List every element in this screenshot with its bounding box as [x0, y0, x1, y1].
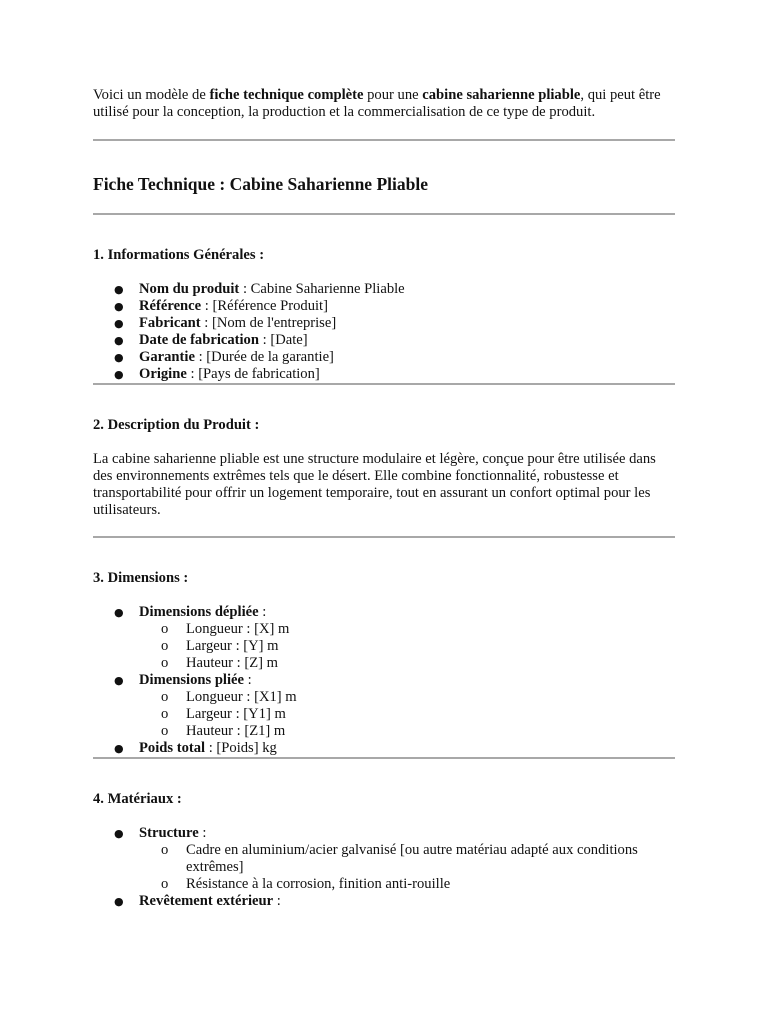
bullet-icon: ●: [114, 606, 124, 619]
item-suffix: :: [258, 604, 267, 620]
circle-bullet-icon: o: [161, 638, 169, 654]
bullet-icon: ●: [114, 368, 124, 381]
bullet-icon: ●: [114, 317, 124, 330]
bullet-icon: ●: [114, 674, 124, 687]
item-value: : [Durée de la garantie]: [194, 349, 334, 365]
list-item: [93, 332, 675, 349]
list-item: [93, 281, 675, 298]
bullet-icon: ●: [114, 742, 124, 755]
sub-list-item: [93, 876, 675, 893]
item-label: Dimensions pliée: [139, 672, 244, 688]
item-value: : [Référence Produit]: [201, 298, 328, 314]
section-1-heading: 1. Informations Générales :: [93, 247, 265, 263]
sub-item-text: Hauteur : [Z1] m: [186, 723, 286, 739]
divider: [93, 139, 675, 141]
divider: [93, 213, 675, 215]
item-label: Garantie: [139, 349, 195, 365]
description-paragraph: La cabine saharienne pliable est une structure modulaire et légère, conçue pour être utilisée dans des environnements extrêmes tels que le désert. Elle combine fonctionnalité, robustesse et transportabilité pour offrir un logement temporaire, tout en assurant un confort optimal pour les utilisateurs.: [93, 451, 656, 518]
item-value: : [Date]: [258, 332, 308, 348]
intro-bold-2: cabine saharienne pliable: [422, 87, 581, 103]
list-item: [93, 604, 675, 672]
sub-item-text: Résistance à la corrosion, finition anti-rouille: [186, 876, 451, 892]
item-suffix: :: [273, 893, 281, 909]
item-suffix: :: [198, 825, 207, 841]
item-value: : [Poids] kg: [205, 740, 277, 756]
circle-bullet-icon: o: [161, 655, 169, 671]
item-value: : Cabine Saharienne Pliable: [239, 281, 405, 297]
list-item: [93, 298, 675, 315]
list-item: [93, 315, 675, 332]
item-value: : [Pays de fabrication]: [186, 366, 320, 382]
list-item: [93, 672, 675, 740]
dimensions-list: [93, 604, 675, 757]
sub-list-item: [93, 723, 675, 740]
item-label: Revêtement extérieur: [139, 893, 274, 909]
circle-bullet-icon: o: [161, 842, 169, 858]
sub-item-text: Cadre en aluminium/acier galvanisé [ou autre matériau adapté aux conditions extrêmes]: [186, 842, 638, 875]
circle-bullet-icon: o: [161, 621, 169, 637]
item-label: Poids total: [139, 740, 206, 756]
divider: [93, 757, 675, 759]
sub-item-text: Largeur : [Y] m: [186, 638, 279, 654]
sub-list-item: [93, 706, 675, 723]
circle-bullet-icon: o: [161, 723, 169, 739]
item-label: Origine: [139, 366, 187, 382]
sub-list: [139, 842, 675, 893]
document-title: Fiche Technique : Cabine Saharienne Pliable: [93, 174, 428, 194]
list-item: [93, 893, 675, 910]
item-label: Référence: [139, 298, 202, 314]
item-label: Nom du produit: [139, 281, 240, 297]
item-suffix: :: [244, 672, 252, 688]
intro-text-3: , qui peut être utilisé pour la conception, la production et la commercialisation de ce type de produit.: [93, 87, 661, 120]
sub-list-item: [93, 638, 675, 655]
bullet-icon: ●: [114, 300, 124, 313]
bullet-icon: ●: [114, 334, 124, 347]
circle-bullet-icon: o: [161, 706, 169, 722]
item-label: Date de fabrication: [139, 332, 259, 348]
item-label: Fabricant: [139, 315, 201, 331]
section-2-heading: 2. Description du Produit :: [93, 417, 260, 433]
list-item: [93, 349, 675, 366]
intro-text-1: Voici un modèle de: [93, 87, 210, 103]
sub-list: [139, 689, 675, 740]
sub-list-item: [93, 842, 675, 876]
bullet-icon: ●: [114, 351, 124, 364]
circle-bullet-icon: o: [161, 876, 169, 892]
sub-item-text: Longueur : [X1] m: [186, 689, 297, 705]
sub-list-item: [93, 655, 675, 672]
divider: [93, 383, 675, 385]
general-info-list: [93, 281, 675, 383]
bullet-icon: ●: [114, 283, 124, 296]
intro-paragraph: [93, 87, 675, 121]
list-item: [93, 825, 675, 893]
sub-item-text: Longueur : [X] m: [186, 621, 290, 637]
materials-list: [93, 825, 675, 910]
sub-list-item: [93, 621, 675, 638]
section-3-heading: 3. Dimensions :: [93, 570, 189, 586]
document-page: [93, 87, 675, 910]
section-4-heading: 4. Matériaux :: [93, 791, 182, 807]
item-value: : [Nom de l'entreprise]: [200, 315, 337, 331]
intro-text-2: pour une: [363, 87, 423, 103]
sub-item-text: Largeur : [Y1] m: [186, 706, 286, 722]
circle-bullet-icon: o: [161, 689, 169, 705]
divider: [93, 536, 675, 538]
item-label: Structure: [139, 825, 199, 841]
bullet-icon: ●: [114, 827, 124, 840]
list-item: [93, 366, 675, 383]
list-item: [93, 740, 675, 757]
bullet-icon: ●: [114, 895, 124, 908]
intro-bold-1: fiche technique complète: [209, 87, 364, 103]
sub-item-text: Hauteur : [Z] m: [186, 655, 278, 671]
item-label: Dimensions dépliée: [139, 604, 259, 620]
sub-list-item: [93, 689, 675, 706]
sub-list: [139, 621, 675, 672]
